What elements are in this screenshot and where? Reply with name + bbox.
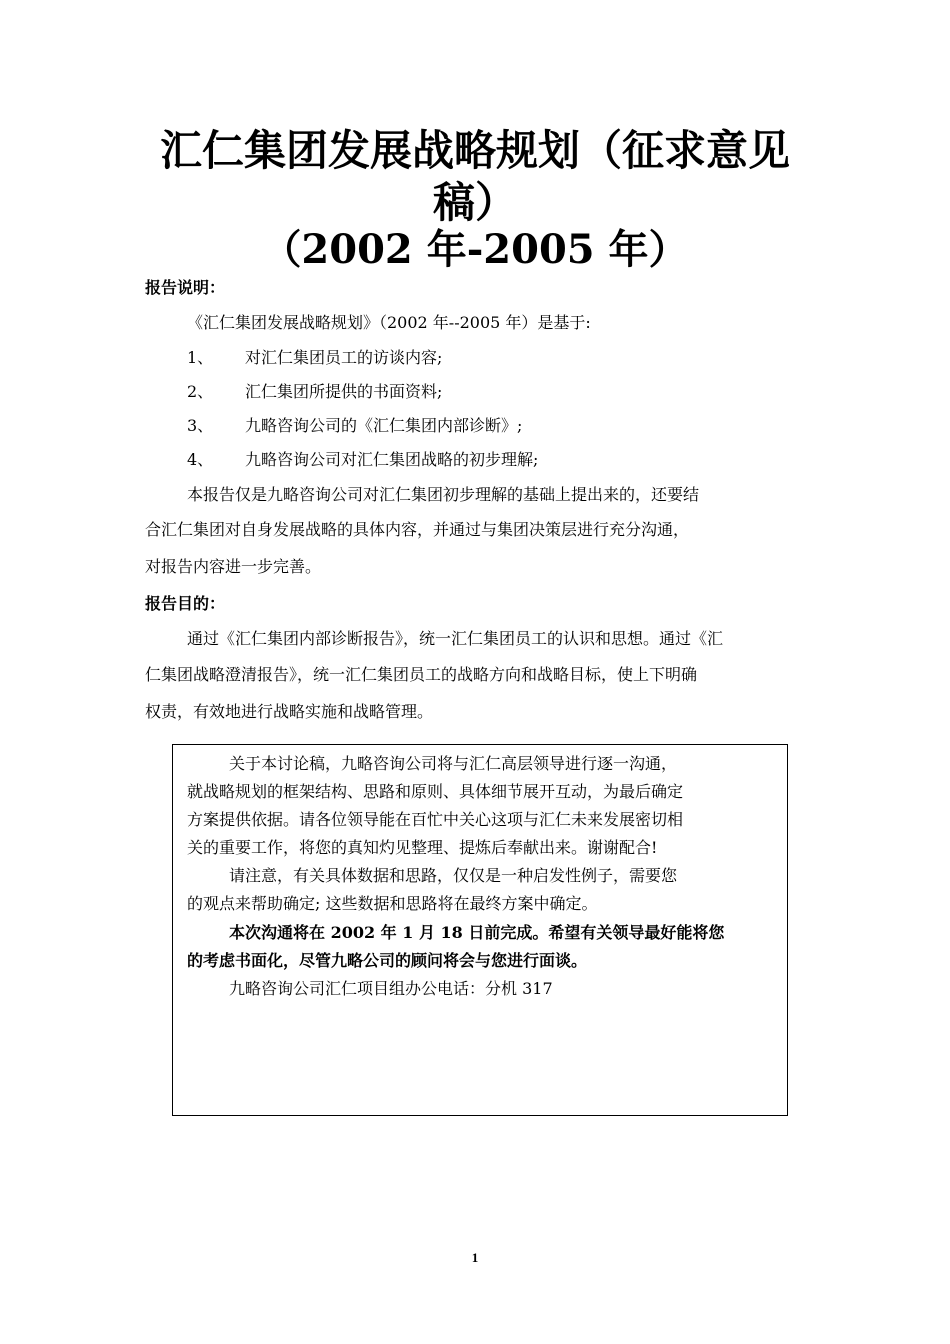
paragraph-line: 仁集团战略澄清报告》，统一汇仁集团员工的战略方向和战略目标，使上下明确: [145, 665, 698, 684]
document-title-line-2: 稿）: [432, 178, 517, 227]
basis-item-text: 九略咨询公司对汇仁集团战略的初步理解;: [245, 450, 539, 469]
basis-item-text: 对汇仁集团员工的访谈内容;: [245, 348, 443, 367]
page-number: 1: [471, 1250, 479, 1265]
notice-line: 方案提供依据。请各位领导能在百忙中关心这项与汇仁未来发展密切相: [187, 810, 684, 829]
notice-box: [172, 744, 788, 1116]
paragraph-line: 对报告内容进一步完善。: [145, 557, 322, 576]
basis-item-number: 2、: [187, 382, 214, 401]
paragraph-line: 合汇仁集团对自身发展战略的具体内容，并通过与集团决策层进行充分沟通，: [145, 520, 690, 539]
notice-deadline-line: 的考虑书面化，尽管九略公司的顾问将会与您进行面谈。: [187, 951, 588, 970]
notice-deadline-line: 本次沟通将在 2002 年 1 月 18 日前完成。希望有关领导最好能将您: [229, 923, 725, 942]
basis-item-number: 1、: [187, 348, 214, 367]
paragraph-line: 本报告仅是九略咨询公司对汇仁集团初步理解的基础上提出来的，还要结: [187, 485, 700, 504]
basis-item-number: 4、: [187, 450, 214, 469]
report-description-intro: 《汇仁集团发展战略规划》（2002 年--2005 年）是基于:: [187, 313, 591, 332]
paragraph-line: 权责，有效地进行战略实施和战略管理。: [145, 702, 434, 721]
notice-line: 请注意，有关具体数据和思路，仅仅是一种启发性例子，需要您: [229, 866, 678, 885]
notice-line: 的观点来帮助确定; 这些数据和思路将在最终方案中确定。: [187, 894, 598, 913]
basis-item-number: 3、: [187, 416, 214, 435]
document-title-line-1: 汇仁集团发展战略规划（征求意见: [159, 126, 790, 175]
notice-line: 关的重要工作，将您的真知灼见整理、提炼后奉献出来。谢谢配合!: [187, 838, 658, 857]
basis-item-text: 汇仁集团所提供的书面资料;: [245, 382, 443, 401]
notice-line: 就战略规划的框架结构、思路和原则、具体细节展开互动，为最后确定: [187, 782, 684, 801]
document-title-years: （2002 年-2005 年）: [261, 226, 689, 273]
paragraph-line: 通过《汇仁集团内部诊断报告》，统一汇仁集团员工的认识和思想。通过《汇: [187, 629, 724, 648]
notice-contact: 九略咨询公司汇仁项目组办公电话：分机 317: [229, 979, 553, 998]
basis-item-text: 九略咨询公司的《汇仁集团内部诊断》;: [245, 416, 523, 435]
notice-line: 关于本讨论稿，九略咨询公司将与汇仁高层领导进行逐一沟通，: [229, 754, 678, 773]
report-description-heading: 报告说明：: [145, 278, 226, 297]
report-purpose-heading: 报告目的：: [145, 594, 226, 613]
